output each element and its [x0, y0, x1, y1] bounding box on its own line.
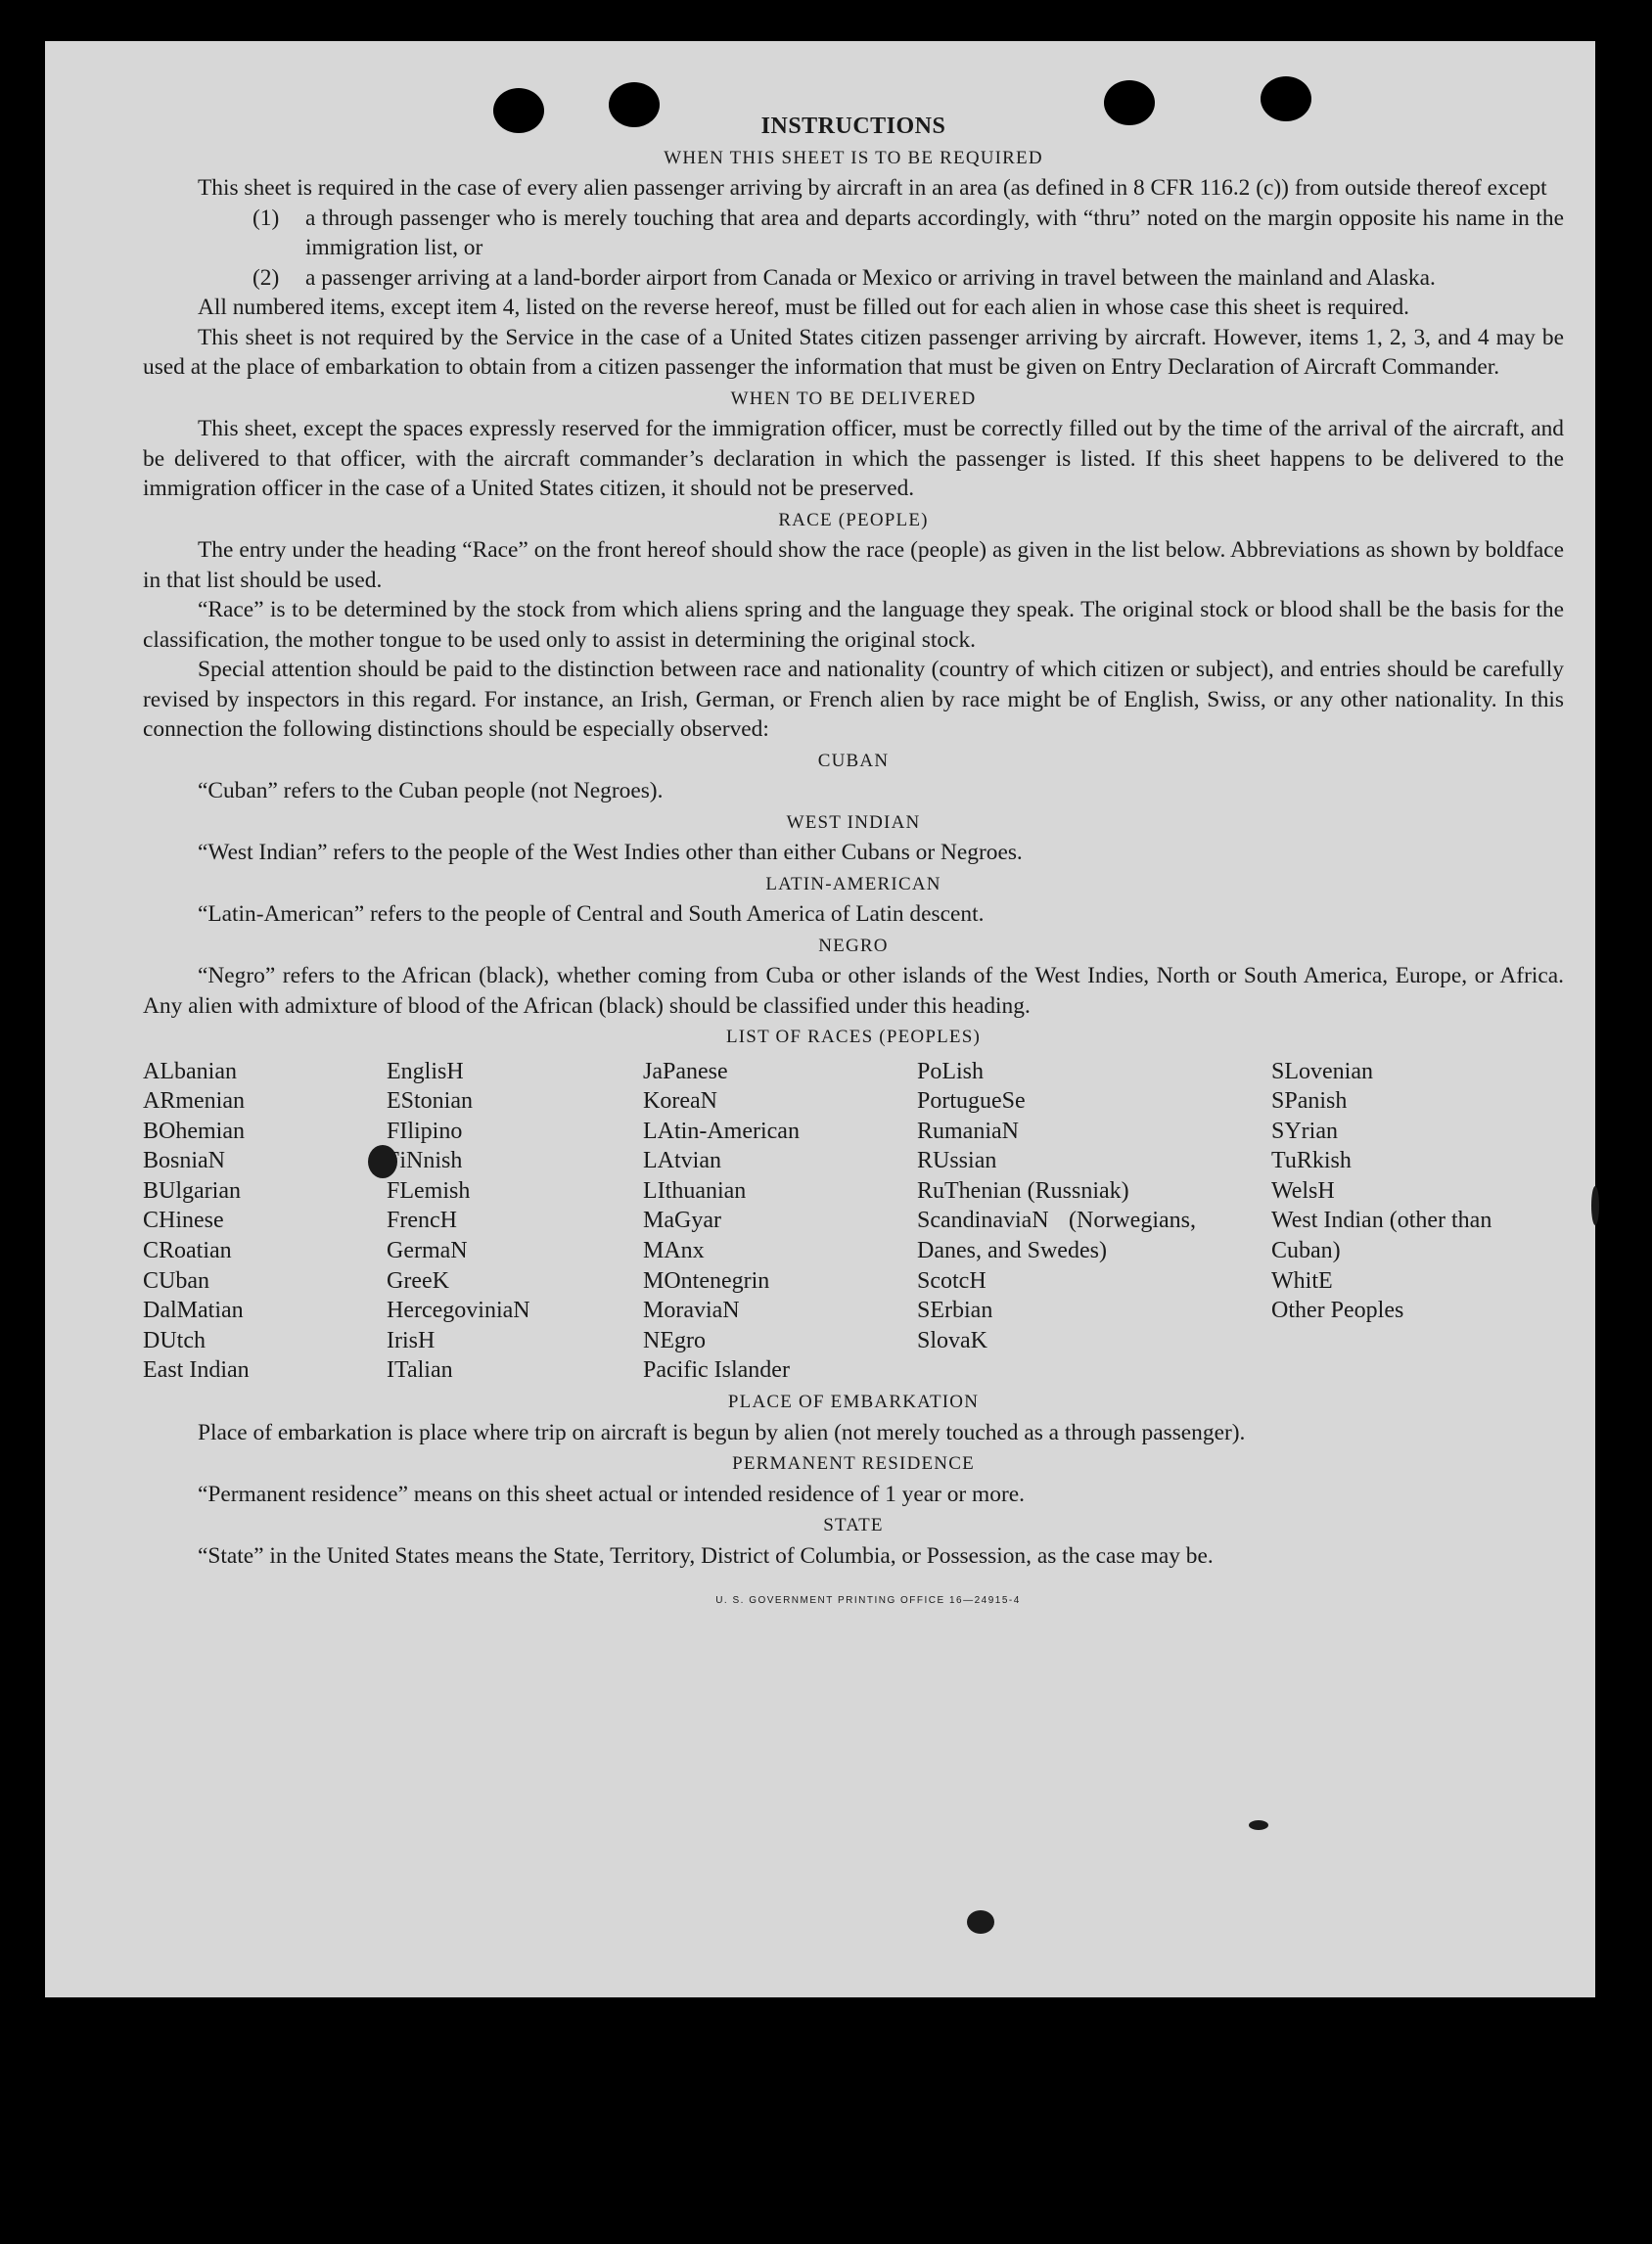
race-item: Other Peoples	[1271, 1298, 1404, 1324]
race-item: CHinese	[143, 1208, 224, 1234]
list-item	[143, 204, 1564, 263]
race-item: DalMatian	[143, 1298, 244, 1324]
instructions-body	[143, 112, 1564, 1617]
race-item: MAnx	[643, 1238, 705, 1264]
race-item: SLovenian	[1271, 1058, 1373, 1084]
paragraph: This sheet is not required by the Service in the case of a United States citizen passenger arriving by aircraft. However, items 1, 2, 3, and 4 may be used at the place of embarkation to obtain from a citizen passenger the information that must be given on Entry Declaration of Aircraft Commander.	[143, 324, 1564, 380]
race-item: SYrian	[1271, 1118, 1338, 1144]
paragraph: “Permanent residence” means on this sheet actual or intended residence of 1 year or more.	[198, 1481, 1025, 1507]
race-item: LAtin-American	[643, 1118, 800, 1144]
ink-stain	[1591, 1186, 1599, 1225]
race-item: BUlgarian	[143, 1177, 241, 1204]
paragraph: “Cuban” refers to the Cuban people (not Negroes).	[198, 778, 664, 803]
race-item: East Indian	[143, 1357, 250, 1384]
section-heading-delivered: WHEN TO BE DELIVERED	[730, 388, 977, 409]
race-item: ALbanian	[143, 1058, 237, 1084]
race-item: CUban	[143, 1267, 209, 1294]
race-item: EnglisH	[387, 1058, 464, 1084]
race-item: GermaN	[387, 1238, 468, 1264]
race-item: ITalian	[387, 1357, 453, 1384]
paragraph: Special attention should be paid to the distinction between race and nationality (country of which citizen or subject), and entries should be carefully revised by inspectors in this regard. For instance, an Irish, German, or French alien by race might be of English, Swiss, or any other nationality. In this connection the following distinctions should be especially observed:	[143, 657, 1564, 742]
race-item: BOhemian	[143, 1118, 245, 1144]
races-column	[917, 1057, 1271, 1387]
race-item: BosniaN	[143, 1148, 225, 1174]
section-heading-required: WHEN THIS SHEET IS TO BE REQUIRED	[664, 147, 1043, 168]
paragraph: “State” in the United States means the State, Territory, District of Columbia, or Possession, as the case may be.	[198, 1542, 1214, 1569]
race-item: SlovaK	[917, 1327, 987, 1353]
race-item: MoraviaN	[643, 1298, 740, 1324]
item-number: (1)	[252, 205, 280, 231]
race-item: TuRkish	[1271, 1148, 1352, 1174]
printer-imprint: U. S. GOVERNMENT PRINTING OFFICE 16—24915-4	[715, 1595, 1021, 1607]
race-item: DUtch	[143, 1327, 206, 1353]
paragraph: All numbered items, except item 4, listed on the reverse hereof, must be filled out for each alien in whose case this sheet is required.	[198, 295, 1410, 320]
race-item: HercegoviniaN	[387, 1298, 530, 1324]
paragraph: This sheet, except the spaces expressly reserved for the immigration officer, must be correctly filled out by the time of the arrival of the aircraft, and be delivered to that officer, with the aircraft commander’s declaration in which the passenger is listed. If this sheet happens to be delivered to the immigration officer in the case of a United States citizen, it should not be preserved.	[143, 416, 1564, 501]
race-item: ARmenian	[143, 1088, 245, 1115]
races-table	[143, 1057, 1564, 1387]
race-item: FiNnish	[387, 1148, 463, 1174]
race-item: FIlipino	[387, 1118, 463, 1144]
page-title: INSTRUCTIONS	[760, 114, 946, 139]
section-heading-cuban: CUBAN	[817, 750, 890, 771]
section-heading-race: RACE (PEOPLE)	[778, 509, 929, 530]
paragraph: “Negro” refers to the African (black), whether coming from Cuba or other islands of the West Indies, North or South America, Europe, or Africa. Any alien with admixture of blood of the African (black) should be classified under this heading.	[143, 963, 1564, 1019]
race-item: RuThenian (Russniak)	[917, 1177, 1129, 1204]
race-item: ScotcH	[917, 1267, 987, 1294]
races-column	[643, 1057, 917, 1387]
races-column	[1271, 1057, 1536, 1387]
race-item: RUssian	[917, 1148, 997, 1174]
ink-stain	[1249, 1820, 1268, 1830]
race-item: PoLish	[917, 1058, 985, 1084]
races-column	[143, 1057, 387, 1387]
section-heading-list-of-races: LIST OF RACES (PEOPLES)	[725, 1027, 982, 1047]
section-heading-west-indian: WEST INDIAN	[786, 811, 921, 833]
race-item: WhitE	[1271, 1267, 1333, 1294]
race-item: ScandinaviaN (Norwegians, Danes, and Swedes)	[917, 1208, 1196, 1264]
race-item: NEgro	[643, 1327, 706, 1353]
list-item	[143, 263, 1564, 294]
race-item: Pacific Islander	[643, 1357, 790, 1384]
paragraph: “Race” is to be determined by the stock from which aliens spring and the language they speak. The original stock or blood shall be the basis for the classification, the mother tongue to be used only to assist in determining the original stock.	[143, 597, 1564, 653]
race-item: FLemish	[387, 1177, 471, 1204]
race-item: RumaniaN	[917, 1118, 1019, 1144]
race-item: SErbian	[917, 1298, 993, 1324]
ink-stain	[967, 1910, 994, 1934]
race-item: FrencH	[387, 1208, 457, 1234]
race-item: WelsH	[1271, 1177, 1335, 1204]
paragraph: The entry under the heading “Race” on the front hereof should show the race (people) as given in the list below. Abbreviations as shown by boldface in that list should be used.	[143, 537, 1564, 593]
race-item: EStonian	[387, 1088, 473, 1115]
item-number: (2)	[252, 264, 280, 291]
section-heading-negro: NEGRO	[818, 935, 889, 956]
item-text: a through passenger who is merely touching that area and departs accordingly, with “thru” noted on the margin opposite his name in the immigration list, or	[305, 205, 1564, 260]
paragraph: “Latin-American” refers to the people of Central and South America of Latin descent.	[198, 901, 985, 927]
races-column	[387, 1057, 643, 1387]
race-item: CRoatian	[143, 1238, 232, 1264]
race-item: MaGyar	[643, 1208, 721, 1234]
paragraph: This sheet is required in the case of every alien passenger arriving by aircraft in an area (as defined in 8 CFR 116.2 (c)) from outside thereof except	[198, 175, 1547, 201]
paragraph: “West Indian” refers to the people of the West Indies other than either Cubans or Negroes.	[198, 840, 1023, 865]
race-item: PortugueSe	[917, 1088, 1026, 1115]
paragraph: Place of embarkation is place where trip on aircraft is begun by alien (not merely touched as a through passenger).	[198, 1419, 1246, 1445]
race-item: LAtvian	[643, 1148, 721, 1174]
section-heading-residence: PERMANENT RESIDENCE	[732, 1453, 975, 1475]
section-heading-embarkation: PLACE OF EMBARKATION	[727, 1392, 980, 1413]
race-item: LIthuanian	[643, 1177, 747, 1204]
section-heading-state: STATE	[823, 1515, 884, 1536]
race-item: SPanish	[1271, 1088, 1348, 1115]
item-text: a passenger arriving at a land-border airport from Canada or Mexico or arriving in travel between the mainland and Alaska.	[305, 264, 1436, 291]
race-item: West Indian (other than Cuban)	[1271, 1208, 1492, 1264]
race-item: MOntenegrin	[643, 1267, 770, 1294]
race-item: JaPanese	[643, 1058, 728, 1084]
race-item: IrisH	[387, 1327, 436, 1353]
section-heading-latin-american: LATIN-AMERICAN	[765, 873, 941, 894]
race-item: GreeK	[387, 1267, 449, 1294]
race-item: KoreaN	[643, 1088, 717, 1115]
document-page	[45, 41, 1595, 1997]
